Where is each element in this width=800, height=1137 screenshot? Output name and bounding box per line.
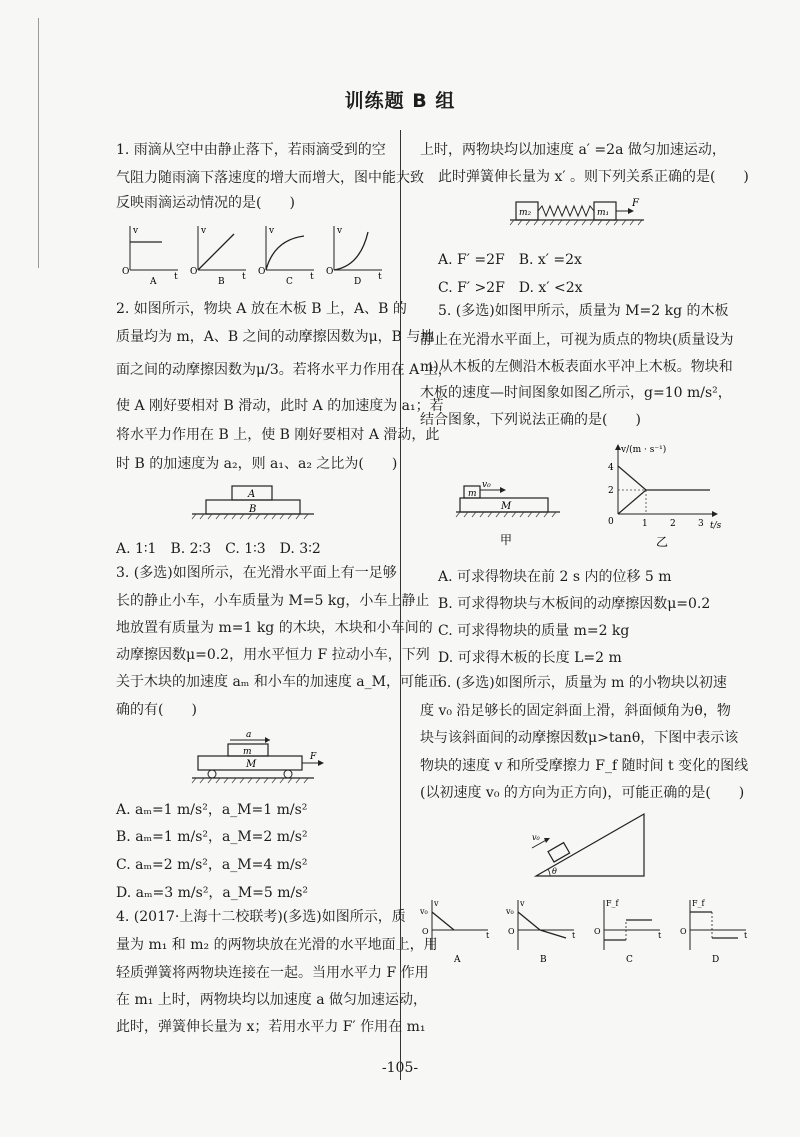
- origin-label: O: [594, 927, 601, 936]
- q5-line-5: 结合图象，下列说法正确的是( ): [420, 412, 641, 428]
- origin-label: O: [190, 267, 198, 277]
- x-tick-2: 2: [670, 519, 676, 529]
- axis-label: t: [572, 931, 576, 940]
- q1-graph-b: [190, 226, 246, 287]
- q6-graph-d: [680, 899, 748, 965]
- v0-tick: v₀: [420, 907, 428, 916]
- origin-label: 0: [608, 517, 614, 527]
- axis-label: t: [310, 272, 314, 282]
- origin-label: O: [122, 267, 130, 277]
- force-label: F: [310, 752, 317, 762]
- q2-options: A. 1∶1 B. 2∶3 C. 1∶3 D. 3∶2: [116, 541, 321, 557]
- axis-label: t: [174, 272, 178, 282]
- q1-line-1: 1. 雨滴从空中由静止落下，若雨滴受到的空: [116, 142, 386, 158]
- q5-line-1: 5. (多选)如图甲所示，质量为 M=2 kg 的木板: [438, 303, 729, 319]
- q6-line-5: (以初速度 v₀ 的方向为正方向)，可能正确的是( ): [420, 785, 745, 801]
- graph-label: C: [286, 277, 293, 287]
- force-label: F: [632, 198, 639, 209]
- board-b-label: B: [249, 504, 257, 515]
- axis-label: t: [744, 931, 748, 940]
- axis-label: t: [658, 931, 662, 940]
- q2-line-6: 时 B 的加速度为 a₂，则 a₁、a₂ 之比为( ): [116, 456, 398, 472]
- q6-graph-a: [419, 899, 490, 965]
- v0-label: v₀: [532, 833, 540, 842]
- q3-option-c: C. aₘ=2 m/s²，a_M=4 m/s²: [116, 857, 308, 873]
- q2-figure: [188, 484, 318, 522]
- graph-label: A: [454, 955, 461, 965]
- axis-label: v: [520, 899, 525, 908]
- q1-graphs: [120, 222, 380, 292]
- q6-line-1: 6. (多选)如图所示，质量为 m 的小物块以初速: [438, 675, 727, 691]
- q1-graph-a: [122, 226, 178, 287]
- q1-graph-d: [326, 226, 382, 287]
- q5-line-4: 木板的速度—时间图象如图乙所示，g=10 m/s²，: [420, 385, 732, 401]
- block-m-label: m: [243, 747, 252, 757]
- q5-line-2: 静止在光滑水平面上，可视为质点的物块(质量设为: [420, 332, 734, 348]
- graph-label: D: [712, 955, 720, 965]
- graph-label: A: [150, 277, 157, 287]
- q2-line-4: 使 A 刚好要相对 B 滑动，此时 A 的加速度为 a₁；若: [116, 398, 444, 414]
- q2-line-3: 面之间的动摩擦因数为μ/3。若将水平力作用在 A 上，: [116, 362, 452, 378]
- q4-line-2: 量为 m₁ 和 m₂ 的两物块放在光滑的水平地面上，用: [116, 937, 438, 953]
- accel-label: a: [246, 730, 252, 740]
- q3-line-1: 3. (多选)如图所示，在光滑水平面上有一足够: [116, 565, 397, 581]
- q3-option-a: A. aₘ=1 m/s²，a_M=1 m/s²: [116, 802, 308, 818]
- y-tick-2: 2: [608, 486, 614, 496]
- q3-line-5: 关于木块的加速度 aₘ 和小车的加速度 a_M，可能正: [116, 674, 442, 690]
- caption-yi: 乙: [656, 535, 669, 549]
- x-tick-1: 1: [642, 519, 648, 529]
- q4-line-4: 在 m₁ 上时，两物块均以加速度 a 做匀加速运动，: [116, 992, 428, 1008]
- q5-vt-chart: [602, 440, 742, 552]
- block-m2-label: m₂: [519, 208, 532, 218]
- q5-option-b: B. 可求得物块与木板间的动摩擦因数μ=0.2: [438, 596, 711, 612]
- q3-line-3: 地放置有质量为 m=1 kg 的木块，木块和小车间的: [116, 620, 433, 636]
- q5-line-3: m)从木板的左侧沿木板表面水平冲上木板。物块和: [420, 359, 733, 375]
- block-m-label: m: [468, 489, 477, 499]
- q5-option-d: D. 可求得木板的长度 L=2 m: [438, 650, 622, 666]
- axis-label: F_f: [692, 899, 705, 908]
- theta-label: θ: [552, 867, 557, 876]
- x-tick-3: 3: [698, 519, 704, 529]
- q4-line-1: 4. (2017·上海十二校联考)(多选)如图所示，质: [116, 909, 406, 925]
- q6-line-3: 块与该斜面间的动摩擦因数μ>tanθ，下图中表示该: [420, 730, 739, 746]
- board-m-label: M: [501, 501, 512, 512]
- q2-line-5: 将水平力作用在 B 上，使 B 刚好要相对 A 滑动，此: [116, 427, 440, 443]
- q4-cont-line-2: 此时弹簧伸长量为 x′ 。则下列关系正确的是( ): [438, 169, 749, 185]
- axis-label: t: [378, 272, 382, 282]
- q4-line-3: 轻质弹簧将两物块连接在一起。当用水平力 F 作用: [116, 965, 429, 981]
- caption-jia: 甲: [500, 533, 513, 547]
- graph-label: C: [626, 955, 633, 965]
- axis-label: t: [242, 272, 246, 282]
- q1-line-2: 气阻力随雨滴下落速度的增大而增大，图中能大致: [116, 170, 424, 186]
- q3-line-2: 长的静止小车，小车质量为 M=5 kg，小车上静止: [116, 593, 430, 609]
- cart-m-label: M: [246, 759, 257, 770]
- q1-graph-c: [258, 226, 314, 287]
- q5-option-a: A. 可求得物块在前 2 s 内的位移 5 m: [438, 569, 672, 585]
- q4-cont-line-1: 上时，两物块均以加速度 a′ =2a 做匀加速运动，: [420, 142, 726, 158]
- q4-options-row-1: A. F′ =2F B. x′ =2x: [438, 252, 582, 268]
- q3-option-d: D. aₘ=3 m/s²，a_M=5 m/s²: [116, 885, 308, 901]
- q6-graphs: [420, 896, 760, 964]
- graph-label: B: [218, 277, 225, 287]
- block-a-label: A: [248, 489, 256, 500]
- axis-label: v: [201, 226, 207, 236]
- axis-label: v: [337, 226, 343, 236]
- origin-label: O: [680, 927, 687, 936]
- q5-figure-left: [456, 478, 566, 548]
- v0-tick: v₀: [506, 907, 514, 916]
- q1-line-3: 反映雨滴运动情况的是( ): [116, 195, 295, 211]
- origin-label: O: [422, 927, 429, 936]
- page-title: 训练题 B 组: [344, 90, 456, 112]
- q2-line-1: 2. 如图所示，物块 A 放在木板 B 上，A、B 的: [116, 301, 407, 317]
- q6-incline-figure: [526, 812, 656, 884]
- q4-options-row-2: C. F′ >2F D. x′ <2x: [438, 280, 583, 296]
- axis-label: v: [434, 899, 439, 908]
- graph-label: D: [354, 277, 362, 287]
- origin-label: O: [326, 267, 334, 277]
- q5-option-c: C. 可求得物块的质量 m=2 kg: [438, 623, 630, 639]
- block-m1-label: m₁: [597, 208, 610, 218]
- q6-graph-c: [594, 899, 662, 965]
- graph-label: B: [540, 955, 547, 965]
- q3-line-4: 动摩擦因数μ=0.2，用水平恒力 F 拉动小车，下列: [116, 647, 430, 663]
- q3-option-b: B. aₘ=1 m/s²，a_M=2 m/s²: [116, 829, 308, 845]
- q4-line-5: 此时，弹簧伸长量为 x；若用水平力 F′ 作用在 m₁: [116, 1019, 426, 1035]
- q6-line-4: 物块的速度 v 和所受摩擦力 F_f 随时间 t 变化的图线: [420, 758, 749, 774]
- q4-figure: [510, 194, 670, 230]
- y-axis-label: v/(m · s⁻¹): [621, 445, 667, 455]
- origin-label: O: [508, 927, 515, 936]
- origin-label: O: [258, 267, 266, 277]
- axis-label: F_f: [606, 899, 619, 908]
- page-number: -105-: [381, 1060, 419, 1076]
- axis-label: v: [269, 226, 275, 236]
- q2-line-2: 质量均为 m，A、B 之间的动摩擦因数为μ，B 与地: [116, 329, 435, 345]
- y-tick-4: 4: [608, 463, 614, 473]
- v0-label: v₀: [482, 480, 491, 490]
- axis-label: v: [133, 226, 139, 236]
- q3-line-6: 确的有( ): [116, 702, 197, 718]
- axis-label: t: [486, 931, 490, 940]
- x-axis-label: t/s: [710, 521, 722, 531]
- scan-margin-line: [38, 18, 39, 268]
- q6-line-2: 度 v₀ 沿足够长的固定斜面上滑，斜面倾角为θ，物: [420, 703, 731, 719]
- q6-graph-b: [505, 899, 576, 965]
- q3-figure: [190, 728, 330, 786]
